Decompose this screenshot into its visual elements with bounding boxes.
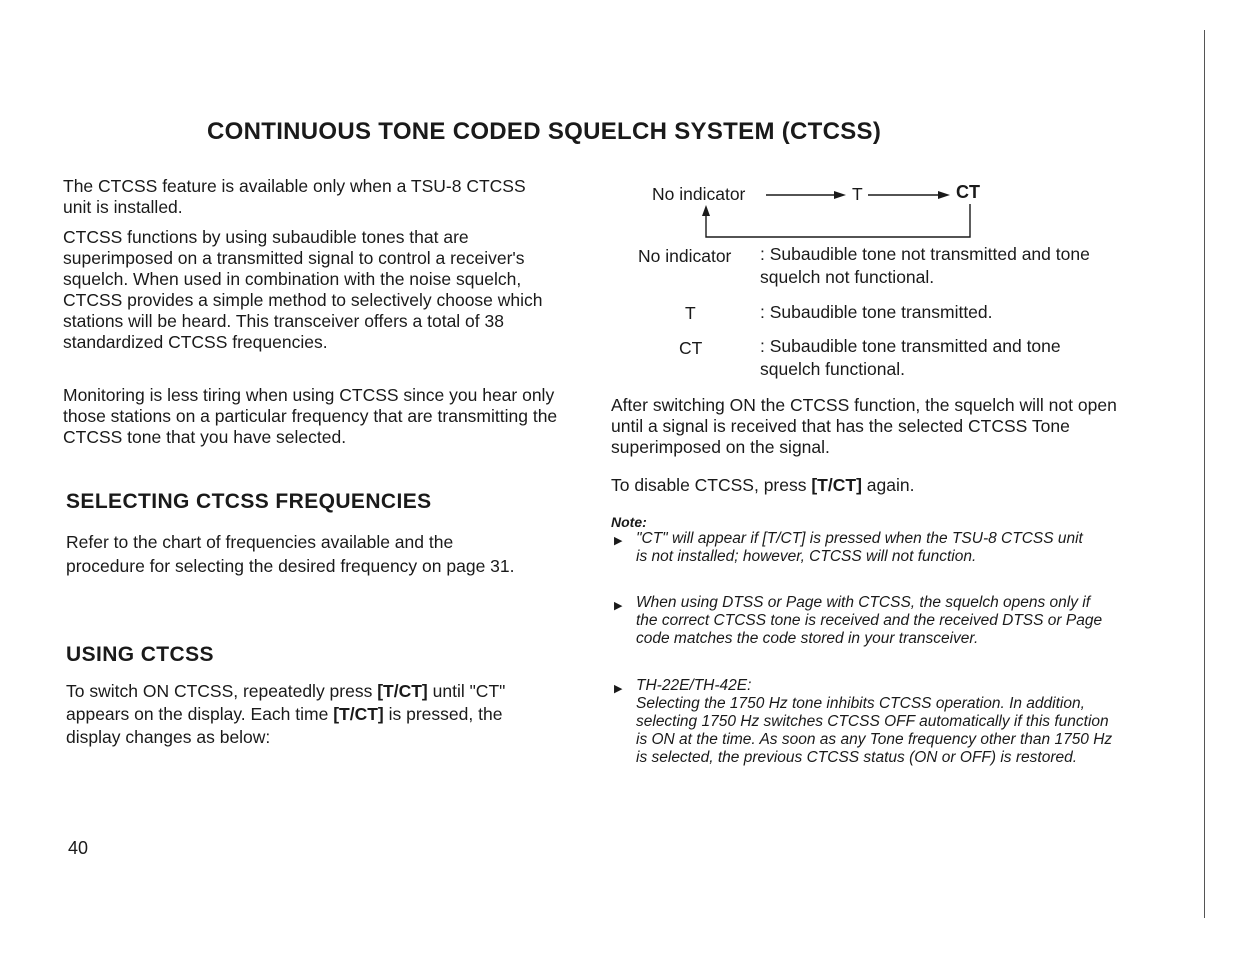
key-t-ct: [T/CT]: [811, 475, 862, 495]
arrow-right-icon: [866, 188, 956, 202]
note-item-3-heading: TH-22E/TH-42E:: [636, 677, 752, 694]
diagram-state-t: T: [852, 184, 863, 204]
after-switching-paragraph: After switching ON the CTCSS function, the squelch will not open until a signal is received that has the selected CTCSS Tone superimposed on the signal.: [611, 395, 1117, 457]
note-item-2: When using DTSS or Page with CTCSS, the squelch opens only if the correct CTCSS tone is received and the received DTSS or Page code matches the code stored in your transceiver.: [636, 594, 1103, 647]
legend-desc-ct: : Subaudible tone transmitted and tone squelch functional.: [760, 336, 1061, 379]
page-number: 40: [68, 838, 89, 858]
note-item-3: [636, 677, 1118, 767]
page-title: CONTINUOUS TONE CODED SQUELCH SYSTEM (CTCSS): [207, 118, 882, 145]
legend-label-t: T: [685, 303, 696, 323]
heading-selecting-ctcss-frequencies: SELECTING CTCSS FREQUENCIES: [66, 490, 432, 513]
bullet-icon: ▶: [614, 535, 623, 547]
legend-desc-t: : Subaudible tone transmitted.: [760, 302, 993, 322]
arrow-right-icon: [762, 188, 852, 202]
bullet-icon: ▶: [614, 683, 623, 695]
legend-label-no-indicator: No indicator: [638, 246, 732, 266]
heading-using-ctcss: USING CTCSS: [66, 643, 214, 666]
note-item-3-text: Selecting the 1750 Hz tone inhibits CTCSS operation. In addition, selecting 1750 Hz switches CTCSS OFF automatically if this function is ON at the time. As soon as any Tone frequency other than 1750 Hz is selected, the previous CTCSS status (ON or OFF) is restored.: [636, 695, 1113, 766]
bullet-icon: ▶: [614, 600, 623, 612]
page-edge-rule: [1204, 30, 1205, 918]
using-paragraph: To switch ON CTCSS, repeatedly press [T/CT] until "CT" appears on the display. Each time [T/CT] is pressed, the display changes as below:: [66, 681, 506, 747]
legend-desc-no-indicator: : Subaudible tone not transmitted and tone squelch not functional.: [760, 244, 1090, 287]
intro-paragraph-3: Monitoring is less tiring when using CTCSS since you hear only those stations on a particular frequency that are transmitting the CTCSS tone that you have selected.: [63, 385, 558, 447]
diagram-state-no-indicator: No indicator: [652, 184, 746, 204]
intro-paragraph-1: The CTCSS feature is available only when a TSU-8 CTCSS unit is installed.: [63, 176, 526, 217]
key-t-ct: [T/CT]: [377, 681, 428, 701]
disable-paragraph: To disable CTCSS, press [T/CT] again.: [611, 475, 915, 495]
return-loop-arrow-icon: [700, 202, 980, 242]
note-title: Note:: [611, 514, 647, 530]
legend-label-ct: CT: [679, 338, 703, 358]
diagram-state-ct: CT: [956, 182, 980, 202]
key-t-ct: [T/CT]: [333, 704, 384, 724]
note-item-1: "CT" will appear if [T/CT] is pressed when the TSU-8 CTCSS unit is not installed; however, CTCSS will not function.: [636, 530, 1083, 565]
selecting-paragraph: Refer to the chart of frequencies available and the procedure for selecting the desired frequency on page 31.: [66, 532, 515, 576]
intro-paragraph-2: CTCSS functions by using subaudible tones that are superimposed on a transmitted signal to control a receiver's squelch. When used in combination with the noise squelch, CTCSS provides a simple method to selectively choose which stations will be heard. This transceiver offers a total of 38 standardized CTCSS frequencies.: [63, 227, 543, 352]
